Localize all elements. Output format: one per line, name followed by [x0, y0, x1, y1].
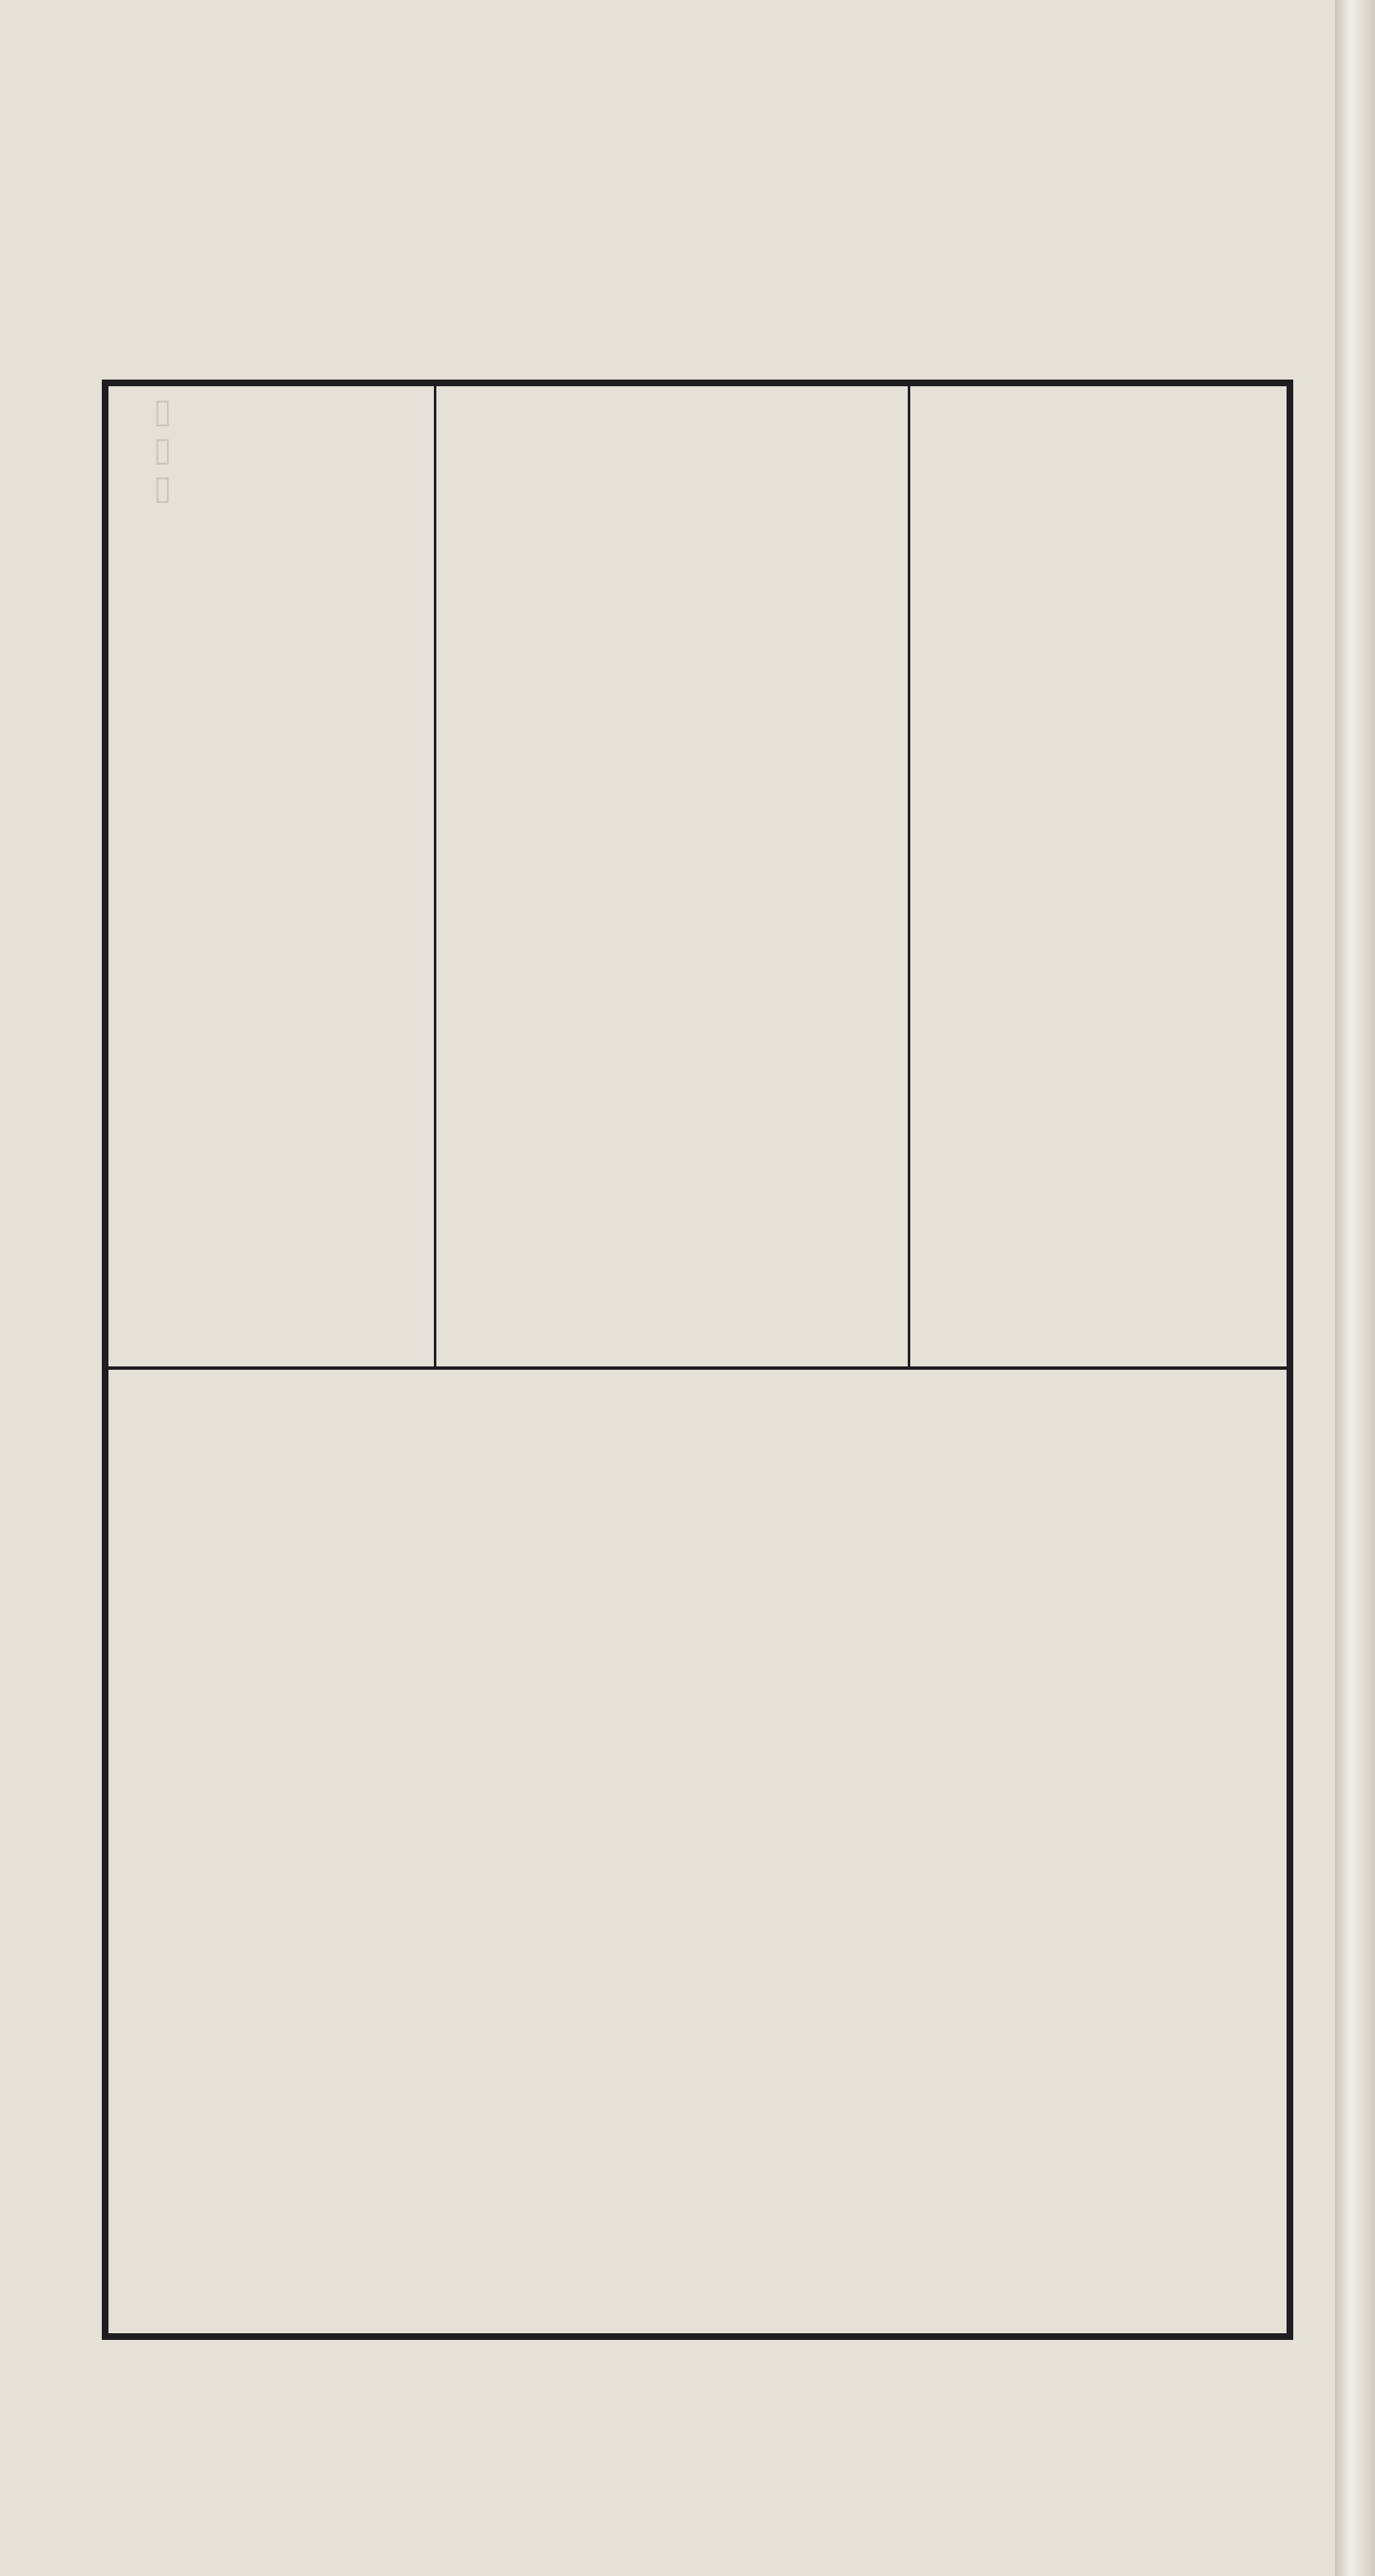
page-frame	[102, 380, 1293, 2340]
bleed-through-text: ▯▯▯	[144, 392, 182, 507]
section-divider	[102, 1366, 1293, 1370]
column-rule-lower	[434, 386, 436, 1366]
page-edge	[1335, 0, 1375, 2576]
column-rule-top	[908, 386, 910, 1366]
